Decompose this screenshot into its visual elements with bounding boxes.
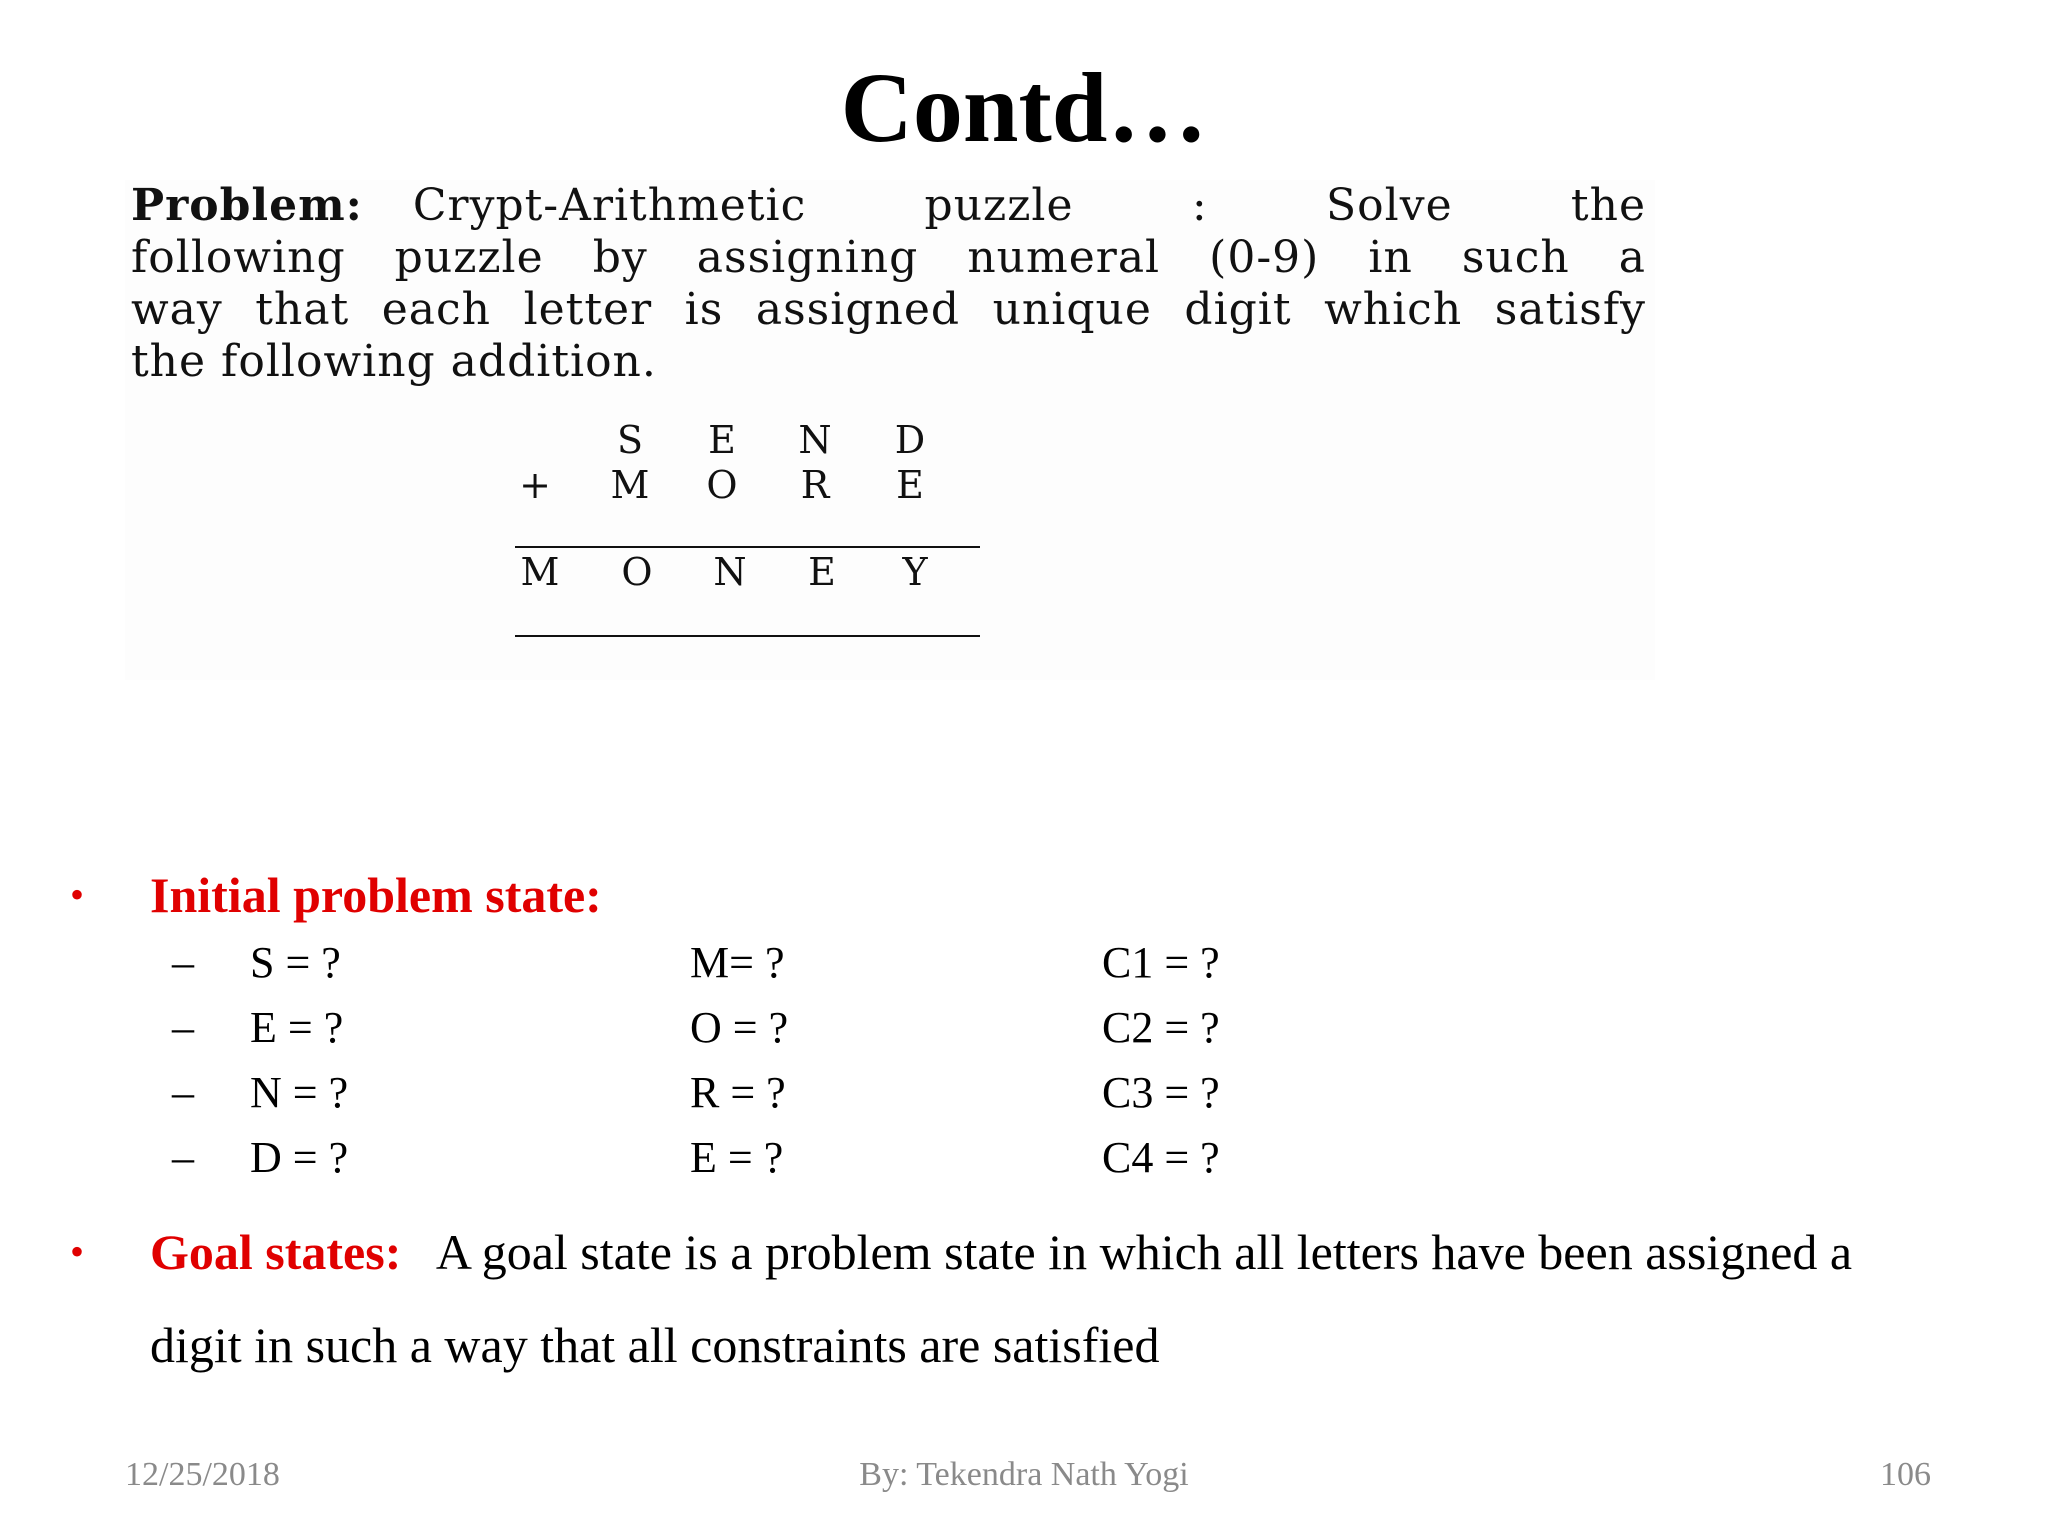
puzzle-letter: E — [808, 550, 836, 594]
puzzle-letter: E — [708, 418, 736, 462]
state-variable: C4 = ? — [1102, 1133, 1220, 1182]
goal-states-text-continued: digit in such a way that all constraints are satisfied — [150, 1317, 1160, 1373]
state-variable: D = ? — [250, 1133, 349, 1182]
problem-line: following puzzle by assigning numeral (0-9) in such a — [131, 232, 1646, 283]
puzzle-letter: E — [896, 463, 924, 507]
dash-icon: – — [172, 1068, 194, 1117]
state-variable: E = ? — [690, 1133, 784, 1182]
puzzle-letter: M — [520, 550, 560, 594]
state-variable: N = ? — [250, 1068, 349, 1117]
state-variable: M= ? — [690, 938, 785, 987]
state-variable: E = ? — [250, 1003, 344, 1052]
puzzle-letter: N — [713, 550, 747, 594]
initial-state-heading: Initial problem state: — [150, 867, 602, 923]
state-variable: C2 = ? — [1102, 1003, 1220, 1052]
state-variable: S = ? — [250, 938, 341, 987]
dash-icon: – — [172, 938, 194, 987]
problem-line: way that each letter is assigned unique digit which satisfy — [131, 284, 1646, 335]
puzzle-letter: S — [616, 418, 644, 462]
sum-rule-top — [515, 546, 980, 548]
puzzle-letter: R — [800, 463, 830, 507]
problem-image — [125, 180, 1655, 680]
slide-title: Contd… — [840, 52, 1208, 163]
sum-rule-bottom — [515, 635, 980, 637]
puzzle-letter: O — [706, 463, 738, 507]
bullet-icon: • — [70, 1229, 85, 1274]
slide-number: 106 — [1880, 1456, 1931, 1493]
state-variable: R = ? — [690, 1068, 786, 1117]
footer-author: By: Tekendra Nath Yogi — [859, 1456, 1189, 1493]
cryptarithm-puzzle — [125, 180, 1655, 680]
puzzle-letter: N — [798, 418, 832, 462]
dash-icon: – — [172, 1003, 194, 1052]
goal-states-heading: Goal states: — [150, 1224, 402, 1280]
plus-sign: + — [519, 463, 551, 507]
state-variable: O = ? — [690, 1003, 789, 1052]
puzzle-letter: Y — [902, 550, 928, 594]
problem-label: Problem: — [131, 180, 363, 231]
bullet-icon: • — [70, 872, 85, 917]
state-variable: C3 = ? — [1102, 1068, 1220, 1117]
puzzle-letter: D — [894, 418, 926, 462]
puzzle-letter: M — [610, 463, 650, 507]
puzzle-letter: O — [621, 550, 653, 594]
dash-icon: – — [172, 1133, 194, 1182]
state-variable: C1 = ? — [1102, 938, 1220, 987]
problem-line: the following addition. — [131, 336, 657, 387]
footer-date: 12/25/2018 — [125, 1456, 280, 1493]
goal-states-line — [150, 1222, 1852, 1282]
goal-states-text: A goal state is a problem state in which all letters have been assigned a — [435, 1224, 1853, 1280]
problem-line-text: Crypt-Arithmetic puzzle : Solve the — [412, 180, 1646, 231]
